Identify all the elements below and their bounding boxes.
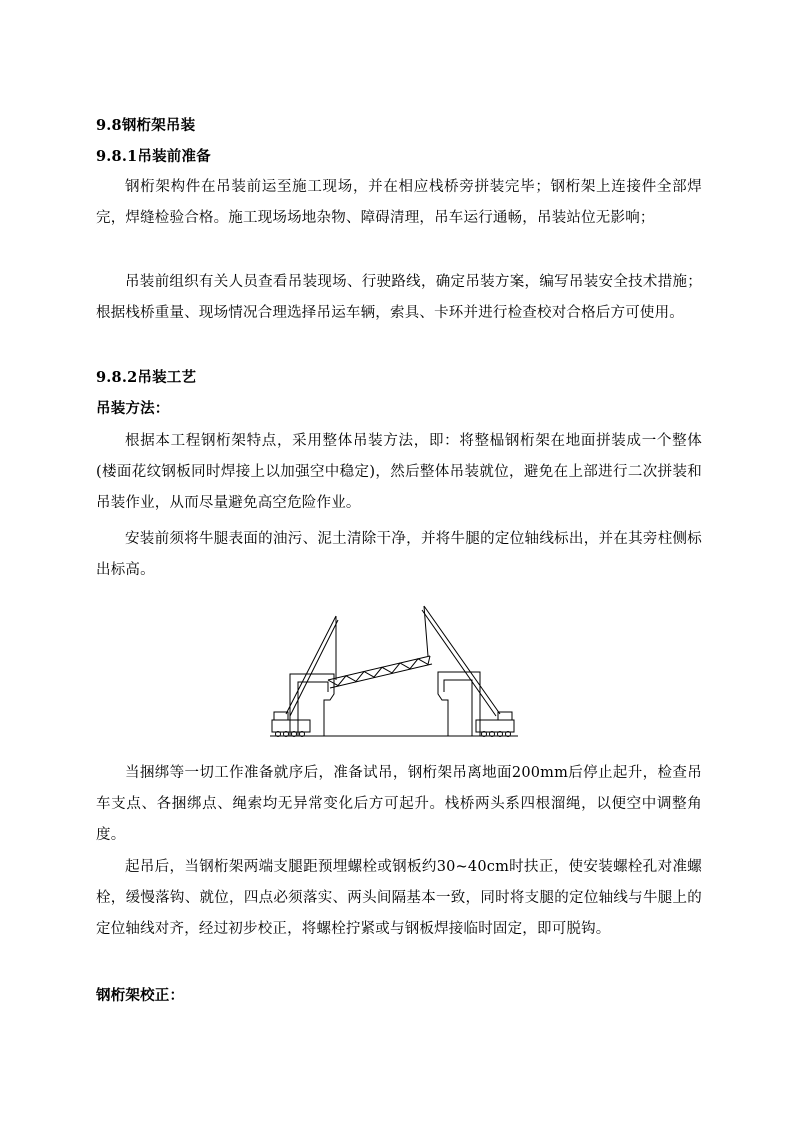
paragraph-method-1: 根据本工程钢桁架特点，采用整体吊装方法，即：将整榀钢桁架在地面拼装成一个整体(楼面花纹钢板同时焊接上以加强空中稳定)，然后整体吊装就位，避免在上部进行二次拼装和吊装作业，从而尽量避免高空危险作业。 <box>96 433 702 511</box>
subsection-title-preparation: 9.8.1吊装前准备 <box>96 148 211 165</box>
right-crane-boom <box>424 606 500 714</box>
truss-lifting-diagram <box>262 602 524 740</box>
truss-web <box>328 656 430 686</box>
right-crane-body <box>476 720 514 732</box>
correction-title: 钢桁架校正： <box>96 987 185 1004</box>
section-title: 9.8钢桁架吊装 <box>96 117 196 134</box>
paragraph-preparation-2: 吊装前组织有关人员查看吊装现场、行驶路线，确定吊装方案，编写吊装安全技术措施；根据栈桥重量、现场情况合理选择吊运车辆，索具、卡环并进行检查校对合格后方可使用。 <box>96 274 702 321</box>
method-title: 吊装方法： <box>96 400 170 417</box>
left-crane-body <box>272 720 310 732</box>
paragraph-positioning: 起吊后，当钢桁架两端支腿距预埋螺栓或钢板约30~40cm时扶正，使安装螺栓孔对准螺栓，缓慢落钩、就位，四点必须落实、两头间隔基本一致，同时将支腿的定位轴线与牛腿上的定位轴线对齐，经过初步校正，将螺栓拧紧或与钢板焊接临时固定，即可脱钩。 <box>96 859 702 937</box>
paragraph-trial-lift: 当捆绑等一切工作准备就序后，准备试吊，钢桁架吊离地面200mm后停止起升，检查吊车支点、各捆绑点、绳索均无异常变化后方可起升。栈桥两头系四根溜绳，以便空中调整角度。 <box>96 765 702 843</box>
left-column <box>290 674 334 736</box>
right-crane-hook-line <box>424 606 428 656</box>
right-crane-cab <box>498 712 512 720</box>
subsection-title-process: 9.8.2吊装工艺 <box>96 369 197 386</box>
paragraph-preparation-1: 钢桁架构件在吊装前运至施工现场，并在相应栈桥旁拼装完毕；钢桁架上连接件全部焊完，焊缝检验合格。施工现场场地杂物、障碍清理，吊车运行通畅，吊装站位无影响； <box>96 179 702 226</box>
left-crane-boom <box>286 616 336 714</box>
paragraph-method-2: 安装前须将牛腿表面的油污、泥土清除干净，并将牛腿的定位轴线标出，并在其旁柱侧标出标高。 <box>96 531 702 578</box>
